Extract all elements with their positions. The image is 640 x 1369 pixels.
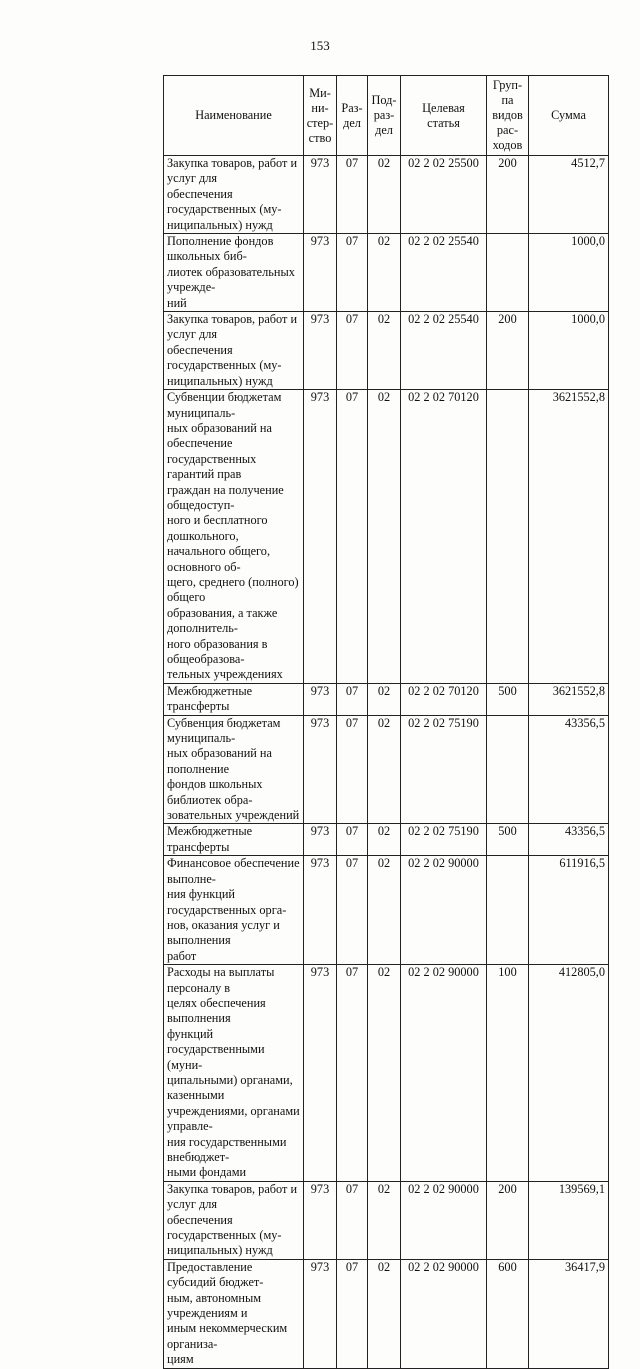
cell-subsection: 02 bbox=[368, 965, 401, 1182]
cell-subsection: 02 bbox=[368, 234, 401, 312]
cell-section: 07 bbox=[337, 1259, 368, 1368]
cell-section: 07 bbox=[337, 683, 368, 715]
cell-name: Закупка товаров, работ и услуг для обеспечения государственных (му- ниципальных) нужд bbox=[164, 312, 304, 390]
table-row bbox=[164, 683, 609, 715]
cell-ministry: 973 bbox=[304, 156, 337, 234]
cell-name: Субвенция бюджетам муниципаль- ных образований на пополнение фондов школьных библиотек обра- зовательных учреждений bbox=[164, 715, 304, 824]
cell-ministry: 973 bbox=[304, 715, 337, 824]
cell-target: 02 2 02 90000 bbox=[401, 965, 487, 1182]
cell-sum: 611916,5 bbox=[529, 856, 609, 965]
cell-sum: 43356,5 bbox=[529, 824, 609, 856]
cell-sum: 1000,0 bbox=[529, 312, 609, 390]
cell-name: Закупка товаров, работ и услуг для обеспечения государственных (му- ниципальных) нужд bbox=[164, 1181, 304, 1259]
cell-target: 02 2 02 25540 bbox=[401, 312, 487, 390]
cell-group: 100 bbox=[487, 965, 529, 1182]
cell-subsection: 02 bbox=[368, 1259, 401, 1368]
header-ministry: Ми- ни- стер- ство bbox=[304, 76, 337, 156]
header-name: Наименование bbox=[164, 76, 304, 156]
cell-name: Предоставление субсидий бюджет- ным, автономным учреждениям и иным некоммерческим организа- циям bbox=[164, 1259, 304, 1368]
cell-target: 02 2 02 25540 bbox=[401, 234, 487, 312]
cell-name: Межбюджетные трансферты bbox=[164, 824, 304, 856]
cell-group: 200 bbox=[487, 156, 529, 234]
cell-section: 07 bbox=[337, 856, 368, 965]
table-row bbox=[164, 234, 609, 312]
budget-table bbox=[163, 75, 609, 1369]
cell-ministry: 973 bbox=[304, 824, 337, 856]
cell-sum: 3621552,8 bbox=[529, 390, 609, 684]
cell-target: 02 2 02 90000 bbox=[401, 1181, 487, 1259]
table-header-row bbox=[164, 76, 609, 156]
cell-sum: 4512,7 bbox=[529, 156, 609, 234]
cell-sum: 43356,5 bbox=[529, 715, 609, 824]
cell-group: 600 bbox=[487, 1259, 529, 1368]
cell-sum: 36417,9 bbox=[529, 1259, 609, 1368]
cell-group: 200 bbox=[487, 312, 529, 390]
cell-subsection: 02 bbox=[368, 1181, 401, 1259]
cell-ministry: 973 bbox=[304, 234, 337, 312]
cell-ministry: 973 bbox=[304, 1259, 337, 1368]
cell-name: Закупка товаров, работ и услуг для обеспечения государственных (му- ниципальных) нужд bbox=[164, 156, 304, 234]
cell-target: 02 2 02 90000 bbox=[401, 856, 487, 965]
cell-target: 02 2 02 75190 bbox=[401, 715, 487, 824]
cell-name: Субвенции бюджетам муниципаль- ных образований на обеспечение государственных гарантий прав граждан на получение общедоступ- ного и бесплатного дошкольного, начального общего, основного об- щего, среднего (полного) общего образования, а также дополнитель- ного образования в общеобразова- тельных учреждениях bbox=[164, 390, 304, 684]
cell-group: 500 bbox=[487, 824, 529, 856]
cell-group bbox=[487, 390, 529, 684]
header-sum: Сумма bbox=[529, 76, 609, 156]
cell-ministry: 973 bbox=[304, 965, 337, 1182]
cell-ministry: 973 bbox=[304, 856, 337, 965]
cell-target: 02 2 02 90000 bbox=[401, 1259, 487, 1368]
cell-group bbox=[487, 856, 529, 965]
table-row bbox=[164, 390, 609, 684]
table-row bbox=[164, 715, 609, 824]
cell-ministry: 973 bbox=[304, 1181, 337, 1259]
cell-subsection: 02 bbox=[368, 156, 401, 234]
cell-section: 07 bbox=[337, 965, 368, 1182]
table-row bbox=[164, 312, 609, 390]
header-group: Груп- па видов рас- ходов bbox=[487, 76, 529, 156]
cell-section: 07 bbox=[337, 156, 368, 234]
cell-section: 07 bbox=[337, 715, 368, 824]
cell-target: 02 2 02 70120 bbox=[401, 390, 487, 684]
table-row bbox=[164, 965, 609, 1182]
cell-group bbox=[487, 715, 529, 824]
header-target: Целевая статья bbox=[401, 76, 487, 156]
cell-ministry: 973 bbox=[304, 312, 337, 390]
cell-subsection: 02 bbox=[368, 824, 401, 856]
cell-subsection: 02 bbox=[368, 390, 401, 684]
cell-section: 07 bbox=[337, 824, 368, 856]
cell-section: 07 bbox=[337, 312, 368, 390]
cell-name: Пополнение фондов школьных биб- лиотек образовательных учрежде- ний bbox=[164, 234, 304, 312]
cell-ministry: 973 bbox=[304, 683, 337, 715]
cell-sum: 412805,0 bbox=[529, 965, 609, 1182]
cell-section: 07 bbox=[337, 390, 368, 684]
cell-subsection: 02 bbox=[368, 715, 401, 824]
cell-name: Финансовое обеспечение выполне- ния функций государственных орга- нов, оказания услуг и выполнения работ bbox=[164, 856, 304, 965]
cell-target: 02 2 02 70120 bbox=[401, 683, 487, 715]
cell-subsection: 02 bbox=[368, 312, 401, 390]
cell-ministry: 973 bbox=[304, 390, 337, 684]
cell-section: 07 bbox=[337, 1181, 368, 1259]
header-section: Раз- дел bbox=[337, 76, 368, 156]
cell-group: 200 bbox=[487, 1181, 529, 1259]
cell-group bbox=[487, 234, 529, 312]
cell-sum: 139569,1 bbox=[529, 1181, 609, 1259]
table-row bbox=[164, 856, 609, 965]
cell-name: Расходы на выплаты персоналу в целях обеспечения выполнения функций государственными (муни- ципальными) органами, казенными учреждениями, органами управле- ния государственными внебюджет- ными фондами bbox=[164, 965, 304, 1182]
page-number: 153 bbox=[310, 38, 330, 53]
cell-sum: 3621552,8 bbox=[529, 683, 609, 715]
cell-subsection: 02 bbox=[368, 683, 401, 715]
cell-target: 02 2 02 75190 bbox=[401, 824, 487, 856]
header-subsection: Под- раз- дел bbox=[368, 76, 401, 156]
table-row bbox=[164, 824, 609, 856]
cell-name: Межбюджетные трансферты bbox=[164, 683, 304, 715]
table-row bbox=[164, 156, 609, 234]
cell-subsection: 02 bbox=[368, 856, 401, 965]
cell-target: 02 2 02 25500 bbox=[401, 156, 487, 234]
table-row bbox=[164, 1259, 609, 1368]
cell-group: 500 bbox=[487, 683, 529, 715]
cell-sum: 1000,0 bbox=[529, 234, 609, 312]
cell-section: 07 bbox=[337, 234, 368, 312]
table-row bbox=[164, 1181, 609, 1259]
